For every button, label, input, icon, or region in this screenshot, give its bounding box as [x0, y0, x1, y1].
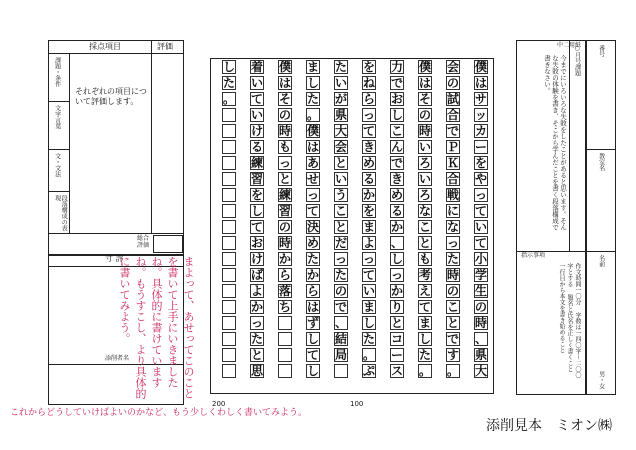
grid-cell: き	[363, 140, 376, 154]
grid-cell: ッ	[475, 108, 488, 122]
grid-cell: っ	[447, 236, 460, 250]
grid-cell: と	[419, 236, 432, 250]
grid-cell: を	[251, 188, 264, 202]
grid-cell: も	[279, 140, 292, 154]
grid-cell: 。	[447, 364, 460, 378]
grid-cell: ス	[391, 364, 404, 378]
grid-cell: 時	[475, 316, 488, 330]
grid-cell: の	[419, 108, 432, 122]
name-label: 名前	[597, 255, 605, 267]
grid-cell: 、	[475, 332, 488, 346]
grid-cell: し	[391, 252, 404, 266]
grid-cell: て	[475, 236, 488, 250]
grid-cell: と	[335, 220, 348, 234]
grid-cell: や	[475, 172, 488, 186]
grid-cell: を	[363, 204, 376, 218]
grid-cell: た	[223, 76, 236, 90]
grid-cell: こ	[335, 204, 348, 218]
grid-cell: そ	[279, 92, 292, 106]
grid-cell: 僕	[419, 60, 432, 74]
grid-cell	[278, 332, 292, 346]
grid-cell	[222, 348, 236, 362]
grid-cell: 、	[391, 236, 404, 250]
grid-cell: で	[447, 332, 460, 346]
number-label: 番号	[597, 45, 605, 57]
grid-cell	[222, 204, 236, 218]
grid-cell: っ	[251, 316, 264, 330]
grid-cell: て	[251, 220, 264, 234]
teacher-comment: まよって、あせってこのことを書いて上手にいきましたね。具体的に書けていますね。もうすこし、より具体的に書いてみよう。	[118, 256, 195, 399]
theme-label: ○月号課題	[573, 45, 581, 76]
grid-cell: い	[363, 284, 376, 298]
grid-cell	[222, 332, 236, 346]
grid-cell: た	[307, 92, 320, 106]
gender-label: 男・女	[597, 371, 605, 389]
grid-cell: の	[447, 284, 460, 298]
grid-cell: る	[251, 140, 264, 154]
guide-list	[521, 263, 581, 383]
grid-cell: よ	[363, 236, 376, 250]
grid-number-200: 200	[212, 400, 226, 408]
grid-cell: い	[335, 172, 348, 186]
grid-cell	[278, 348, 292, 362]
grid-cell: は	[307, 140, 320, 154]
grid-cell: サ	[475, 92, 488, 106]
grid-cell: 局	[335, 348, 348, 362]
grid-cell: き	[391, 172, 404, 186]
guide-header: 指示事項	[521, 252, 546, 259]
grid-cell: た	[335, 268, 348, 282]
grid-cell: 習	[251, 172, 264, 186]
grid-cell: っ	[391, 268, 404, 282]
grid-cell: 大	[335, 124, 348, 138]
grid-cell: そ	[419, 92, 432, 106]
grid-cell: し	[307, 364, 320, 378]
comment-header: 寸 評	[105, 254, 124, 263]
grid-cell: 会	[447, 60, 460, 74]
sample-label: 添削見本 ミオン㈱	[486, 418, 612, 434]
grid-cell: っ	[335, 252, 348, 266]
grid-cell: 県	[475, 348, 488, 362]
grid-cell: な	[419, 204, 432, 218]
grid-cell: て	[419, 300, 432, 314]
grid-cell	[222, 220, 236, 234]
grid-cell: ん	[391, 140, 404, 154]
grid-cell: め	[307, 236, 320, 250]
grid-cell: か	[251, 300, 264, 314]
grid-cell	[222, 364, 236, 378]
grid-cell: ら	[363, 92, 376, 106]
grid-cell: え	[419, 284, 432, 298]
grid-cell: 。	[223, 92, 236, 106]
grid-cell: を	[363, 60, 376, 74]
grid-cell	[222, 172, 236, 186]
grid-cell: も	[419, 252, 432, 266]
criteria-panel	[48, 40, 184, 255]
grid-cell: 。	[307, 108, 320, 122]
grid-cell: 学	[475, 268, 488, 282]
grid-cell: な	[447, 220, 460, 234]
guide-item: 一行目から本文を書き始めること	[558, 263, 565, 353]
grid-cell	[222, 140, 236, 154]
grid-cell: で	[447, 124, 460, 138]
grid-cell: 戦	[447, 188, 460, 202]
grid-cell: 合	[447, 108, 460, 122]
grid-cell: 練	[279, 188, 292, 202]
grid-cell: か	[279, 252, 292, 266]
grid-cell: の	[279, 220, 292, 234]
grid-cell: し	[419, 332, 432, 346]
grid-cell: よ	[251, 284, 264, 298]
grid-cell: か	[307, 268, 320, 282]
grid-cell: る	[391, 204, 404, 218]
grid-cell: い	[251, 108, 264, 122]
grid-cell: た	[251, 332, 264, 346]
grid-cell: と	[279, 172, 292, 186]
grid-cell: せ	[307, 172, 320, 186]
grid-cell: す	[447, 348, 460, 362]
grid-cell: こ	[391, 124, 404, 138]
grid-cell	[222, 300, 236, 314]
grid-cell: 時	[419, 124, 432, 138]
grid-cell: め	[391, 188, 404, 202]
guide-item: 字数は一四〇字〜二〇〇字とする	[566, 263, 581, 378]
grid-cell: 生	[475, 284, 488, 298]
grid-cell	[222, 124, 236, 138]
grid-cell: Ｋ	[447, 156, 460, 170]
grid-cell	[222, 236, 236, 250]
grid-cell: お	[391, 92, 404, 106]
grid-cell: に	[447, 204, 460, 218]
grid-cell: は	[475, 76, 488, 90]
grid-cell: 、	[335, 316, 348, 330]
assignment-panel	[516, 40, 586, 395]
grid-cell: い	[419, 172, 432, 186]
grid-cell: 思	[251, 364, 264, 378]
grid-cell: ち	[279, 300, 292, 314]
grid-cell: と	[391, 316, 404, 330]
grid-cell: っ	[363, 108, 376, 122]
grid-cell: お	[251, 236, 264, 250]
grid-cell: ー	[475, 140, 488, 154]
grid-cell: し	[363, 316, 376, 330]
total-box[interactable]	[153, 235, 183, 253]
grid-cell: で	[391, 156, 404, 170]
grid-cell: け	[251, 124, 264, 138]
grid-cell: ば	[251, 268, 264, 282]
grid-cell: 決	[307, 220, 320, 234]
grid-cell	[222, 188, 236, 202]
grid-cell: る	[363, 172, 376, 186]
class-label: 教室名	[597, 153, 605, 171]
grid-cell: て	[475, 204, 488, 218]
grid-cell: ま	[419, 316, 432, 330]
grid-cell: し	[391, 108, 404, 122]
grid-cell: あ	[307, 156, 320, 170]
grid-cell: 時	[279, 236, 292, 250]
grid-cell: い	[335, 76, 348, 90]
grid-cell: の	[279, 108, 292, 122]
grid-cell: て	[251, 92, 264, 106]
grid-cell: で	[391, 76, 404, 90]
total-label: 総合評価	[137, 235, 150, 249]
grid-cell: だ	[335, 236, 348, 250]
grid-cell: ら	[307, 284, 320, 298]
grid-cell: か	[391, 220, 404, 234]
grid-cell: 合	[447, 172, 460, 186]
grid-cell: か	[363, 188, 376, 202]
grid-cell: 力	[391, 60, 404, 74]
grid-cell: を	[475, 156, 488, 170]
grid-cell: 習	[279, 204, 292, 218]
grid-cell: た	[335, 60, 348, 74]
grid-cell: 結	[335, 332, 348, 346]
grid-cell: ま	[307, 60, 320, 74]
grid-cell: 時	[279, 124, 292, 138]
student-info-panel	[586, 40, 616, 395]
grid-cell: 落	[279, 284, 292, 298]
category-structure: 段落構成の表現	[53, 195, 68, 231]
grid-cell	[278, 364, 292, 378]
grid-cell: ま	[363, 220, 376, 234]
grid-cell: 時	[447, 268, 460, 282]
grid-cell: ね	[363, 76, 376, 90]
grid-cell	[222, 268, 236, 282]
grid-cell: り	[391, 300, 404, 314]
category-grammar: 文・文法	[53, 153, 61, 177]
grid-cell: た	[307, 252, 320, 266]
teacher-bottom-note: これからどうしていけばよいのかなど、もう少しくわしく書いてみよう。	[10, 408, 308, 418]
grid-cell: 着	[251, 60, 264, 74]
grid-cell: っ	[307, 188, 320, 202]
category-task: 課題・条件	[53, 57, 61, 87]
grid-cell: 県	[335, 108, 348, 122]
grid-cell	[222, 284, 236, 298]
grid-cell: の	[447, 76, 460, 90]
grid-cell: っ	[475, 188, 488, 202]
grid-cell: ま	[363, 300, 376, 314]
prompt-text: 今までにいろいろな失敗をしたことがあると思います。そんな失敗の体験を書き、そこから学んだことを書く段落構成で書きなさい。	[543, 55, 567, 231]
category-words: 文字言葉	[53, 105, 61, 129]
grid-cell: て	[363, 268, 376, 282]
grid-cell: 大	[475, 364, 488, 378]
grid-cell: コ	[391, 332, 404, 346]
grid-cell: 僕	[475, 60, 488, 74]
grid-cell: と	[251, 348, 264, 362]
grid-cell: は	[307, 300, 320, 314]
grid-cell: て	[363, 124, 376, 138]
grid-cell: ら	[279, 268, 292, 282]
grid-cell: ろ	[419, 188, 432, 202]
grid-cell: ぷ	[363, 364, 376, 378]
grid-cell: こ	[447, 300, 460, 314]
grid-cell: い	[251, 76, 264, 90]
corrector-label: 添削者名	[105, 355, 130, 362]
grid-cell	[222, 316, 236, 330]
grid-cell	[222, 252, 236, 266]
grid-cell: で	[335, 300, 348, 314]
criteria-note: それぞれの項目について評価します。	[75, 87, 147, 106]
grid-cell: し	[307, 76, 320, 90]
grid-cell: め	[363, 156, 376, 170]
grid-cell	[222, 108, 236, 122]
grid-cell	[278, 316, 292, 330]
grid-cell: う	[335, 188, 348, 202]
grid-cell: が	[335, 92, 348, 106]
grid-cell: て	[307, 204, 320, 218]
grid-cell: し	[223, 60, 236, 74]
grid-cell: っ	[363, 252, 376, 266]
grid-cell: い	[419, 140, 432, 154]
grid-cell: は	[279, 76, 292, 90]
grid-cell: か	[391, 284, 404, 298]
grid-cell: と	[335, 156, 348, 170]
grid-cell: 試	[447, 92, 460, 106]
grid-cell: Ｐ	[447, 140, 460, 154]
theme-tag: 中二用紙	[557, 42, 582, 49]
grid-cell: 考	[419, 268, 432, 282]
grid-cell	[334, 364, 348, 378]
grid-cell: っ	[279, 156, 292, 170]
grid-cell: た	[363, 332, 376, 346]
grid-cell: ず	[307, 316, 320, 330]
grid-cell: 小	[475, 252, 488, 266]
grid-cell: ー	[391, 348, 404, 362]
grid-cell: た	[447, 252, 460, 266]
grid-number-100: 100	[350, 400, 364, 408]
grid-cell: カ	[475, 124, 488, 138]
grid-cell: 。	[419, 364, 432, 378]
grid-cell: の	[475, 300, 488, 314]
grid-cell: け	[251, 252, 264, 266]
grid-cell: 僕	[307, 124, 320, 138]
guide-item: 題名と氏名を正しく書くこと	[566, 294, 573, 372]
guide-item: 作文時間一〇分	[574, 263, 581, 305]
grid-cell: こ	[419, 220, 432, 234]
grid-cell: て	[307, 348, 320, 362]
grid-cell: 僕	[279, 60, 292, 74]
grid-cell: ろ	[419, 156, 432, 170]
criteria-header-label: 採点項目	[89, 42, 121, 51]
grid-cell: 。	[363, 348, 376, 362]
grid-cell: と	[447, 316, 460, 330]
grid-cell: は	[419, 76, 432, 90]
grid-cell: の	[335, 284, 348, 298]
grid-cell: し	[307, 332, 320, 346]
grid-cell: 練	[251, 156, 264, 170]
grid-cell: 会	[335, 140, 348, 154]
grid-cell: た	[419, 348, 432, 362]
grid-cell	[222, 156, 236, 170]
criteria-header-rating: 評価	[157, 42, 173, 51]
grid-cell: い	[475, 220, 488, 234]
grid-cell: し	[251, 204, 264, 218]
